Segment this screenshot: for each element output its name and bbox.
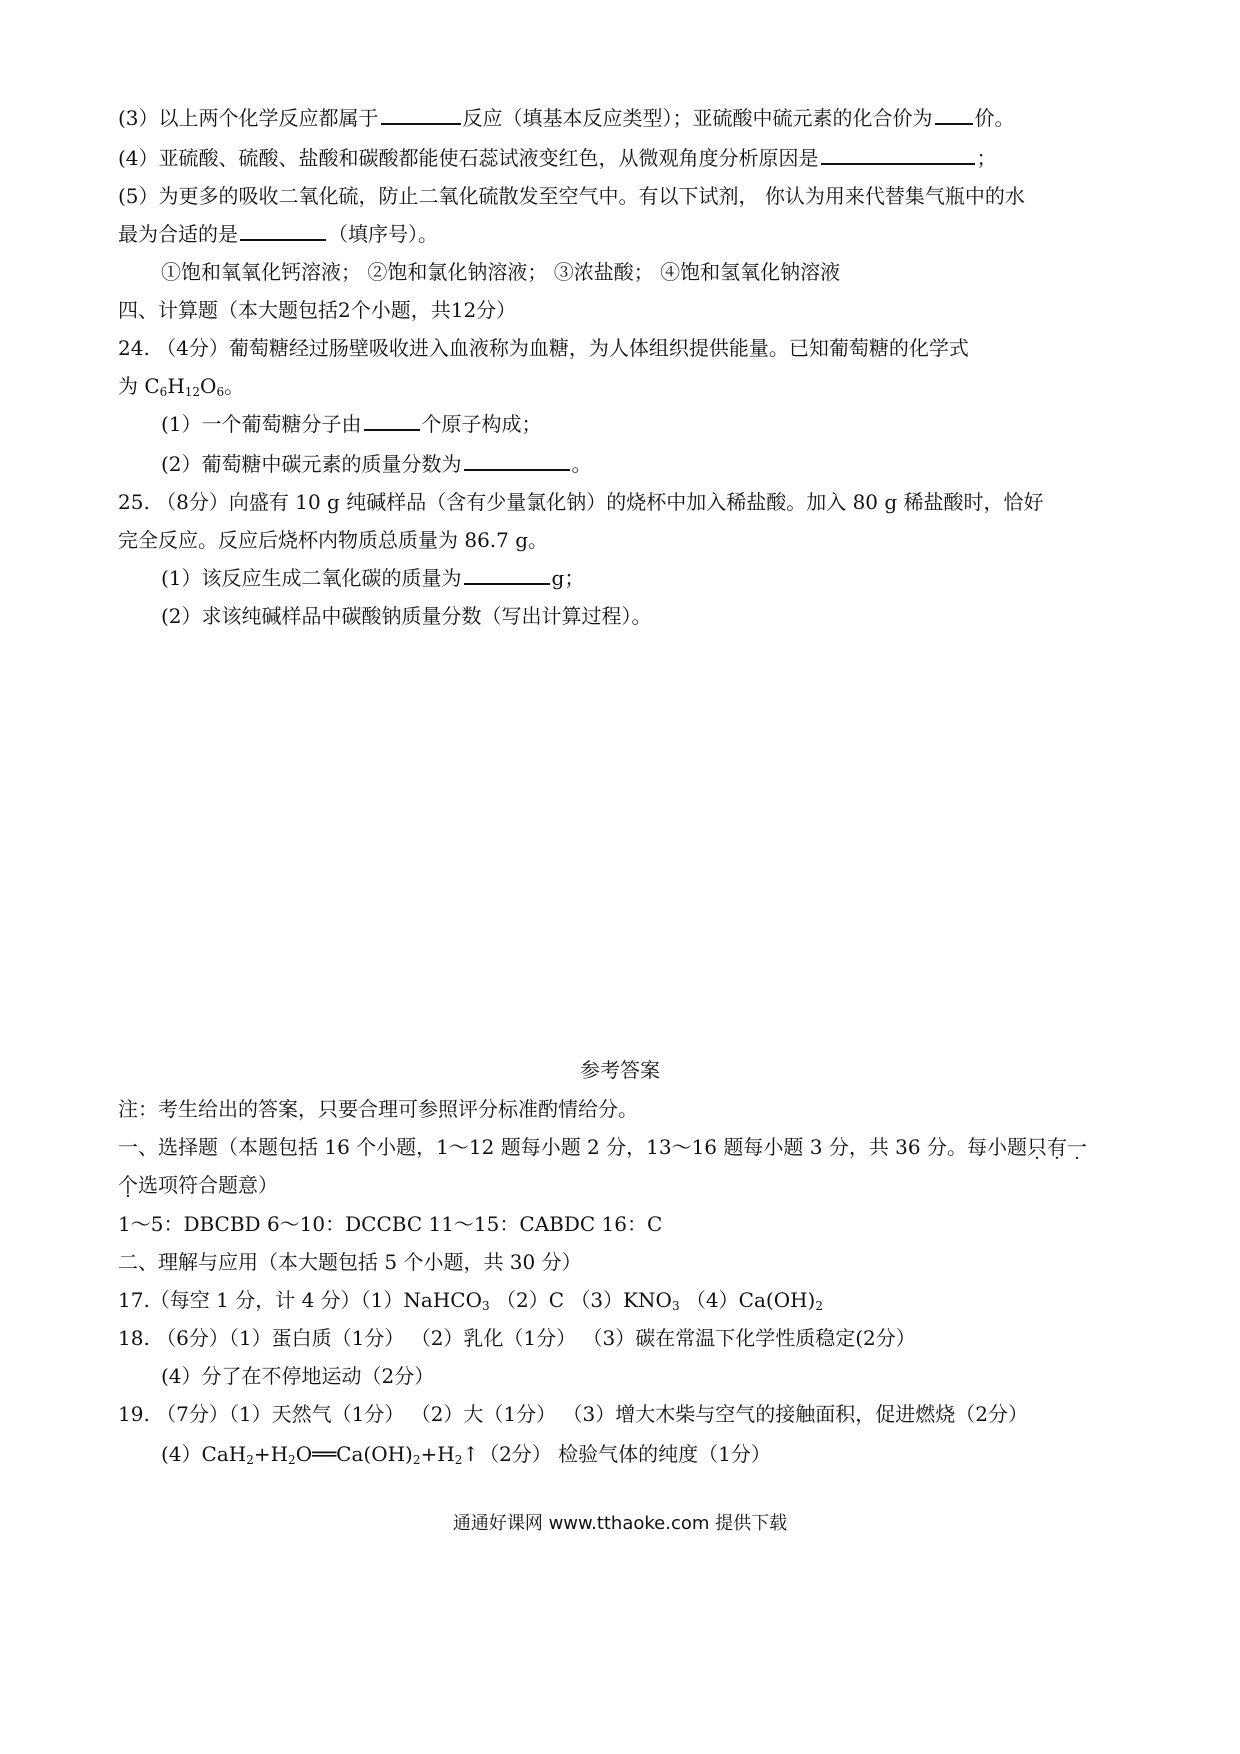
answer-blank[interactable] — [240, 221, 326, 241]
emphasis-text: 只 — [1027, 1135, 1047, 1159]
text: (5）为更多的吸收二氧化硫，防止二氧化硫散发至空气中。有以下试剂， 你认为用来代替集气瓶中的水 — [118, 184, 1025, 208]
answer-q18-line1 — [118, 1324, 916, 1352]
text: 价。 — [974, 106, 1015, 130]
answers-title — [0, 1056, 1240, 1084]
subscript: 6 — [159, 385, 168, 399]
answer-blank[interactable] — [821, 145, 975, 165]
text: (4）CaH — [161, 1442, 247, 1466]
text: ①饱和氧氧化钙溶液； ②饱和氯化钠溶液； ③浓盐酸； ④饱和氢氧化钠溶液 — [161, 260, 841, 284]
answer-blank[interactable] — [935, 105, 973, 125]
text: (2）葡萄糖中碳元素的质量分数为 — [161, 452, 462, 476]
text: 四、计算题（本大题包括2个小题，共12分） — [118, 298, 517, 322]
text: O══Ca(OH) — [295, 1442, 413, 1466]
answer-q17 — [118, 1286, 823, 1320]
subscript: 3 — [481, 1299, 490, 1313]
text: (3）以上两个化学反应都属于 — [118, 106, 379, 130]
q24-stem-line2 — [118, 372, 244, 406]
answer-blank[interactable] — [381, 105, 461, 125]
emphasis-text: 一 — [1067, 1135, 1087, 1159]
subscript: 2 — [412, 1453, 421, 1467]
text: 个原子构成； — [421, 412, 542, 436]
text: 最为合适的是 — [118, 222, 238, 246]
text: 二、理解与应用（本大题包括 5 个小题，共 30 分） — [118, 1250, 582, 1274]
text: 。 — [224, 374, 245, 398]
text: 。 — [571, 452, 592, 476]
text: +H — [253, 1442, 289, 1466]
answers-note — [118, 1095, 638, 1123]
answer-blank[interactable] — [464, 565, 550, 585]
subscript: 6 — [216, 385, 225, 399]
answers-s1-line1 — [118, 1133, 1087, 1161]
subscript: 2 — [454, 1453, 463, 1467]
q23-part4 — [118, 144, 997, 172]
page-footer — [0, 1510, 1240, 1538]
text: 25. （8分）向盛有 10 g 纯碱样品（含有少量氯化钠）的烧杯中加入稀盐酸。加入 80 g 稀盐酸时，恰好 — [118, 490, 1044, 514]
q23-part5-line2 — [118, 220, 438, 248]
emphasis-text: 个 — [118, 1173, 138, 1197]
q25-stem-line1 — [118, 488, 1044, 516]
answer-q18-line2 — [161, 1362, 434, 1390]
text: H — [167, 374, 185, 398]
text: O — [200, 374, 217, 398]
text: (1）该反应生成二氧化碳的质量为 — [161, 566, 462, 590]
text: 一、选择题（本题包括 16 个小题，1～12 题每小题 2 分，13～16 题每小题 3 分，共 36 分。每小题 — [118, 1135, 1027, 1159]
subscript: 2 — [288, 1453, 296, 1467]
emphasis-text: 有 — [1047, 1135, 1067, 1159]
text: 选项符合题意） — [138, 1173, 278, 1197]
text: (4）亚硫酸、硫酸、盐酸和碳酸都能使石蕊试液变红色，从微观角度分析原因是 — [118, 146, 819, 170]
text: （填序号）。 — [328, 222, 438, 246]
q25-part1 — [161, 564, 584, 592]
text: 19. （7分）（1）天然气（1分） （2）大（1分） （3）增大木柴与空气的接触面积，促进燃烧（2分） — [118, 1402, 1028, 1426]
answers-s2-title — [118, 1248, 582, 1276]
subscript: 2 — [246, 1453, 254, 1467]
subscript: 2 — [815, 1299, 823, 1313]
answer-blank[interactable] — [464, 451, 570, 471]
answer-q19-line2 — [161, 1440, 771, 1474]
q24-part2 — [161, 450, 592, 478]
text: （4）Ca(OH) — [679, 1288, 816, 1312]
subscript: 3 — [671, 1299, 680, 1313]
answer-q19-line1 — [118, 1400, 1028, 1428]
q25-stem-line2 — [118, 526, 548, 554]
text: 参考答案 — [580, 1058, 660, 1082]
text: (2）求该纯碱样品中碳酸钠质量分数（写出计算过程）。 — [161, 604, 652, 628]
text: 注：考生给出的答案，只要合理可参照评分标准酌情给分。 — [118, 1097, 638, 1121]
text: +H — [420, 1442, 455, 1466]
text: 反应（填基本反应类型）；亚硫酸中硫元素的化合价为 — [462, 106, 933, 130]
q23-part3 — [118, 104, 1015, 132]
text: （2）C （3）KNO — [489, 1288, 672, 1312]
q24-stem-line1 — [118, 334, 969, 362]
answer-blank[interactable] — [364, 411, 420, 431]
text: 完全反应。反应后烧杯内物质总质量为 86.7 g。 — [118, 528, 549, 552]
answers-s1-keys — [118, 1210, 662, 1238]
text: 1～5：DBCBD 6～10：DCCBC 11～15：CABDC 16：C — [118, 1212, 663, 1236]
text: 为 C — [118, 374, 160, 398]
subscript: 12 — [184, 385, 201, 399]
q23-part5-line1 — [118, 182, 1025, 210]
section-title-calc — [118, 296, 516, 324]
text: ↑（2分） 检验气体的纯度（1分） — [462, 1442, 771, 1466]
text: (4）分了在不停地运动（2分） — [161, 1364, 435, 1388]
text: (1）一个葡萄糖分子由 — [161, 412, 362, 436]
text: 18. （6分）（1）蛋白质（1分） （2）乳化（1分） （3）碳在常温下化学性质稳定(2分） — [118, 1326, 916, 1350]
text: 通通好课网 www.tthaoke.com 提供下载 — [452, 1513, 788, 1534]
q23-options — [161, 258, 840, 286]
q25-part2 — [161, 602, 652, 630]
answers-s1-line2 — [118, 1171, 278, 1199]
text: 17.（每空 1 分，计 4 分）（1）NaHCO — [118, 1288, 482, 1312]
text: 24. （4分）葡萄糖经过肠壁吸收进入血液称为血糖，为人体组织提供能量。已知葡萄糖的化学式 — [118, 336, 969, 360]
text: ； — [976, 146, 997, 170]
q24-part1 — [161, 410, 542, 438]
text: g； — [551, 566, 585, 590]
